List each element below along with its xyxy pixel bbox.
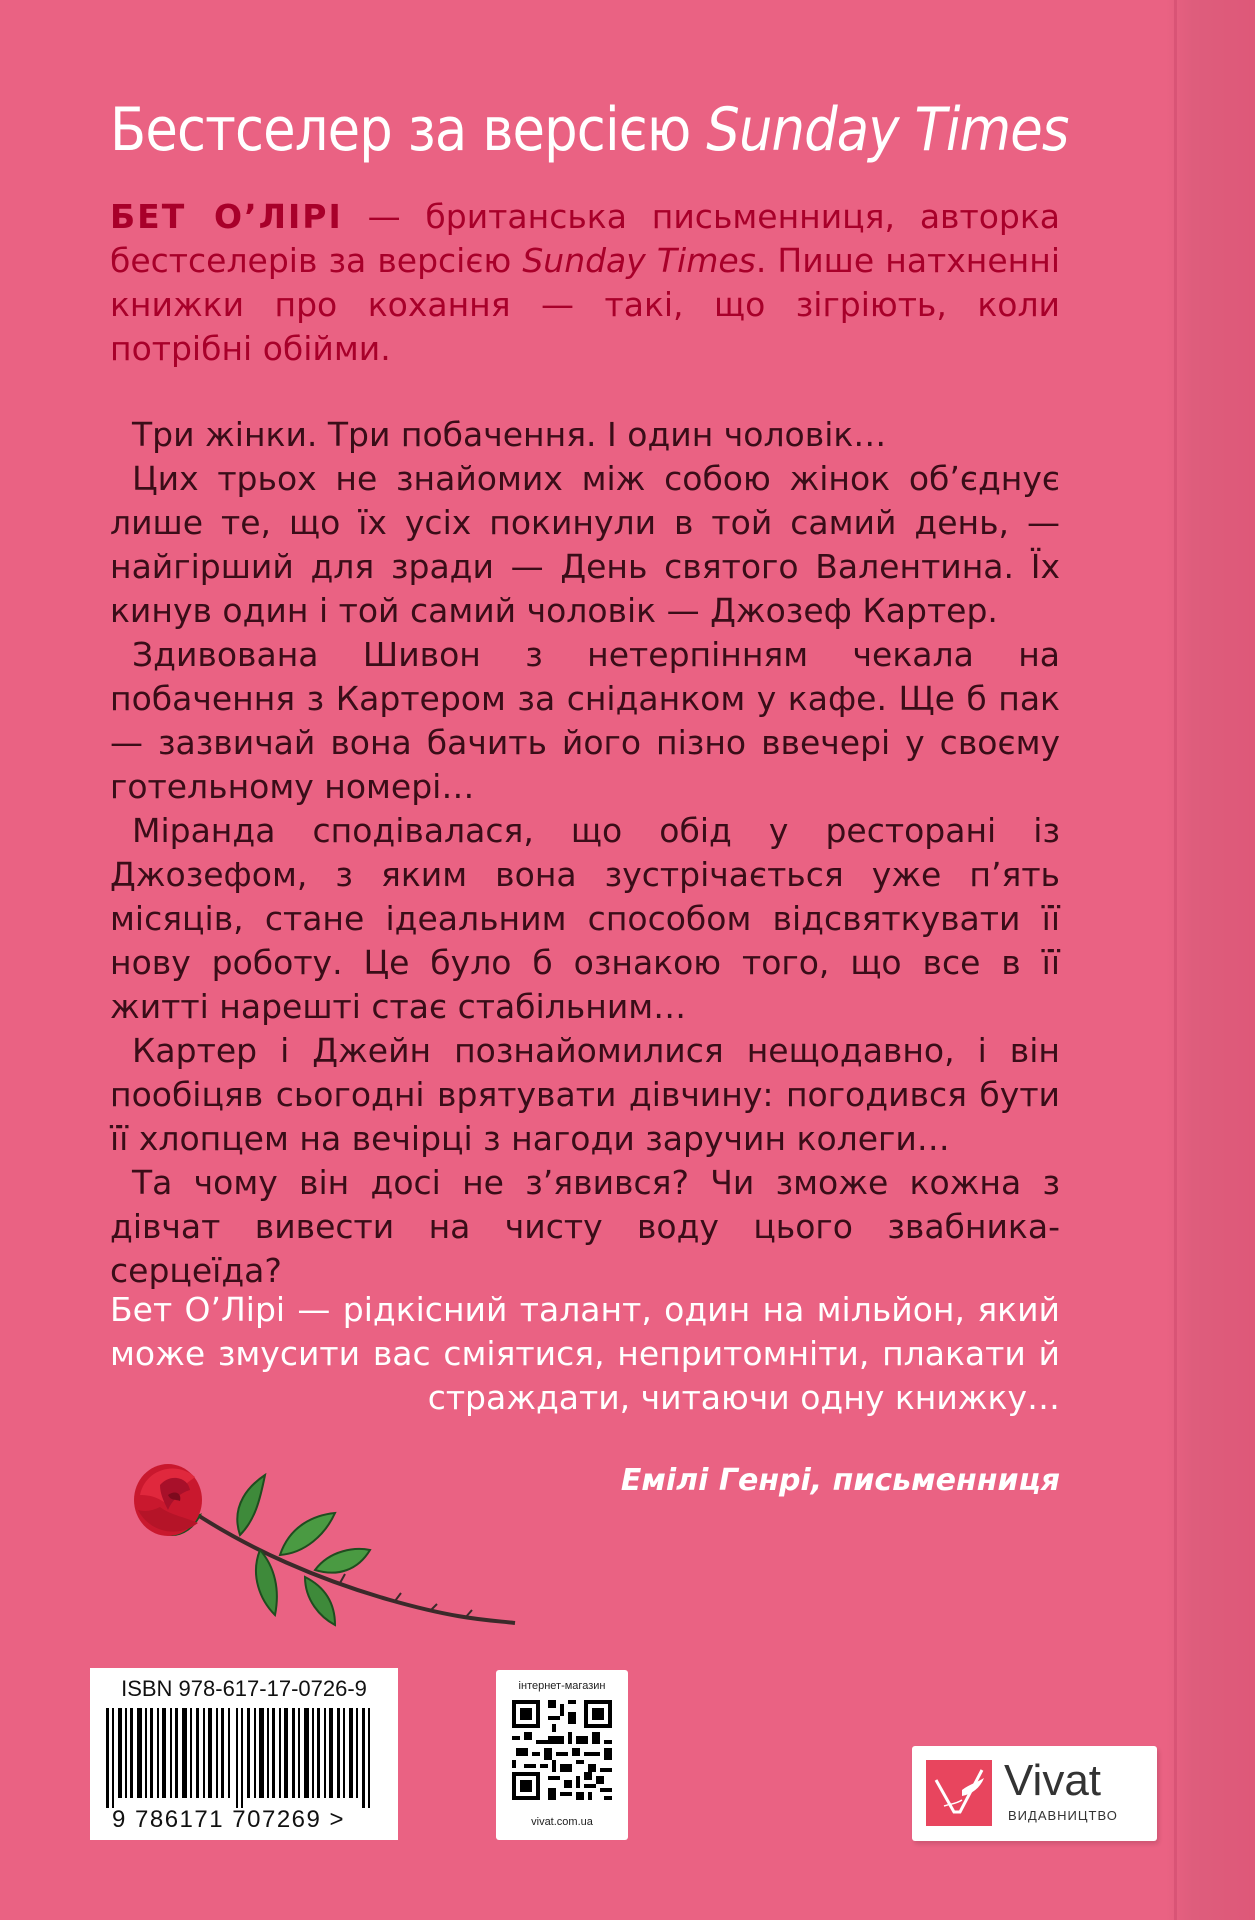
about-text-1: — британська письменниця, авторка бестселерів за версією bbox=[110, 197, 1061, 280]
synopsis bbox=[110, 413, 1060, 1293]
synopsis-paragraph: Міранда сподівалася, що обід у ресторані із Джозефом, з яким вона зустрічається уже п’ять місяців, стане ідеальним способом відсвяткувати її нову роботу. Це було б ознакою того, що все в її житті нарешті стає стабільним… bbox=[110, 811, 1060, 1026]
headline-prefix: Бестселер за версією bbox=[110, 95, 707, 165]
rose-illustration bbox=[130, 1455, 520, 1640]
synopsis-paragraph: Та чому він досі не з’явився? Чи зможе кожна з дівчат вивести на чисту воду цього звабника-серцеїда? bbox=[110, 1163, 1060, 1290]
barcode-box bbox=[90, 1668, 398, 1840]
review-author: Емілі Генрі, письменниця bbox=[620, 1463, 1060, 1498]
about-author bbox=[110, 195, 1060, 371]
vivat-logo-icon bbox=[926, 1760, 992, 1826]
about-brand: Sunday Times bbox=[522, 241, 756, 280]
barcode-icon bbox=[104, 1708, 384, 1808]
synopsis-paragraph: Здивована Шивон з нетерпінням чекала на побачення з Картером за сніданком у кафе. Ще б пак — зазвичай вона бачить його пізно ввечері у своєму готельному номері… bbox=[110, 635, 1060, 806]
publisher-logo bbox=[912, 1746, 1157, 1841]
publisher-name: Vivat bbox=[1004, 1756, 1102, 1805]
qr-caption-bottom: vivat.com.ua bbox=[531, 1816, 593, 1828]
review-quote: Бет О’Лірі — рідкісний талант, один на мільйон, який може змусити вас сміятися, непритомніти, плакати й страждати, читаючи одну книжку… bbox=[110, 1290, 1060, 1417]
headline bbox=[110, 95, 1069, 165]
headline-brand: Sunday Times bbox=[706, 95, 1069, 165]
about-text-2: . Пише натхненні книжки про кохання — такі, що зігріють, коли потрібні обійми. bbox=[110, 241, 1061, 368]
synopsis-paragraph: Три жінки. Три побачення. І один чоловік… bbox=[132, 415, 887, 454]
spine-line bbox=[1174, 0, 1177, 1920]
barcode-digits: 9 786171 707269 > bbox=[112, 1806, 346, 1833]
isbn-text: ISBN 978-617-17-0726-9 bbox=[121, 1676, 367, 1701]
qr-box bbox=[496, 1670, 628, 1840]
publisher-subtitle: ВИДАВНИЦТВО bbox=[1008, 1808, 1118, 1823]
spine-shade bbox=[1165, 0, 1255, 1920]
synopsis-paragraph: Цих трьох не знайомих між собою жінок об’єднує лише те, що їх усіх покинули в той самий день, — найгірший для зради — День святого Валентина. Їх кинув один і той самий чоловік — Джозеф Картер. bbox=[110, 459, 1060, 630]
author-name: БЕТ О’ЛІРІ bbox=[110, 197, 343, 236]
qr-caption-top: інтернет-магазин bbox=[518, 1680, 606, 1692]
synopsis-paragraph: Картер і Джейн познайомилися нещодавно, і він пообіцяв сьогодні врятувати дівчину: погодився бути її хлопцем на вечірці з нагоди заручин колеги… bbox=[110, 1031, 1060, 1158]
qr-code-icon bbox=[512, 1700, 612, 1800]
